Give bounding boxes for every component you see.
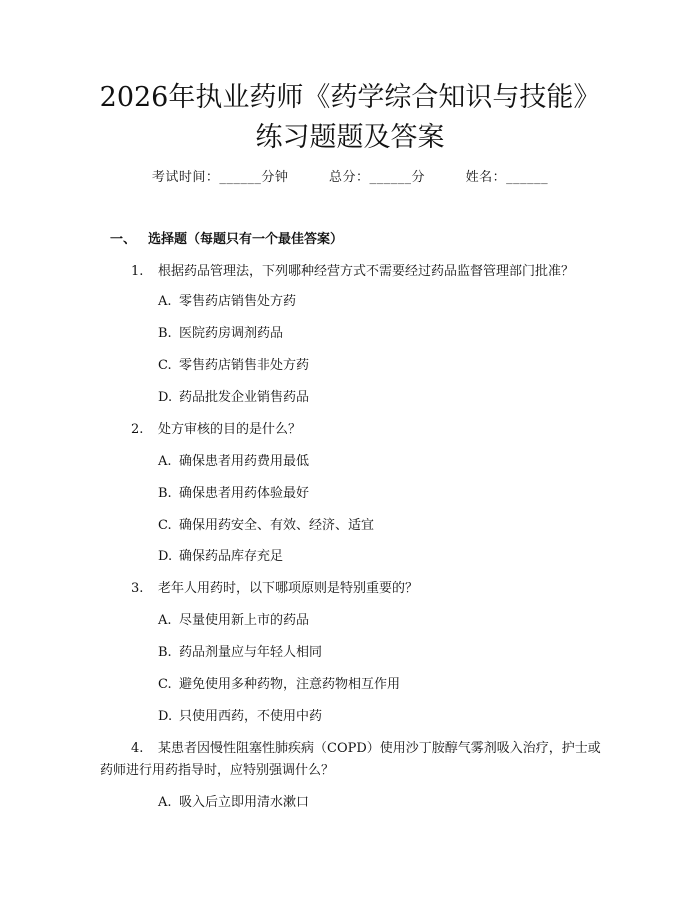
option-text: 确保患者用药体验最好 <box>179 486 310 501</box>
question-2-option-d <box>158 547 283 567</box>
option-text: 确保患者用药费用最低 <box>179 454 310 469</box>
question-3-option-d <box>158 707 322 727</box>
question-text: 处方审核的目的是什么？ <box>158 422 302 437</box>
option-text: 药品批发企业销售药品 <box>179 390 310 405</box>
option-text: 尽量使用新上市的药品 <box>179 613 310 628</box>
section-number: 一、 <box>110 232 137 247</box>
question-3 <box>131 579 418 599</box>
question-1-option-d <box>158 388 309 408</box>
section-title: 选择题（每题只有一个最佳答案） <box>148 232 344 247</box>
question-4 <box>100 738 605 782</box>
option-letter: A. <box>158 294 172 309</box>
option-letter: A. <box>158 795 172 810</box>
question-2 <box>131 420 301 440</box>
name-field: 姓名：______ <box>465 170 549 185</box>
option-text: 确保用药安全、有效、经济、适宜 <box>179 518 375 533</box>
option-text: 医院药房调剂药品 <box>179 326 284 341</box>
option-letter: D. <box>158 549 173 564</box>
question-3-option-b <box>158 643 322 663</box>
question-2-option-c <box>158 516 374 536</box>
option-text: 零售药店销售非处方药 <box>179 358 310 373</box>
option-text: 只使用西药，不使用中药 <box>179 709 323 724</box>
option-letter: D. <box>158 709 173 724</box>
question-3-option-a <box>158 611 309 631</box>
question-1 <box>131 262 574 282</box>
question-2-option-b <box>158 484 309 504</box>
option-text: 避免使用多种药物，注意药物相互作用 <box>179 677 401 692</box>
question-number: 2. <box>131 422 144 437</box>
option-letter: B. <box>158 326 172 341</box>
option-text: 确保药品库存充足 <box>179 549 284 564</box>
section-heading <box>110 230 343 250</box>
option-letter: C. <box>158 518 172 533</box>
exam-info-line <box>0 168 700 188</box>
question-text: 某患者因慢性阻塞性肺疾病（COPD）使用沙丁胺醇气雾剂吸入治疗，护士或药师进行用药指导时，应特别强调什么？ <box>100 741 601 778</box>
question-text: 根据药品管理法，下列哪种经营方式不需要经过药品监督管理部门批准？ <box>158 264 575 279</box>
option-text: 药品剂量应与年轻人相同 <box>179 645 323 660</box>
option-letter: D. <box>158 390 173 405</box>
option-letter: B. <box>158 645 172 660</box>
total-score-field: 总分：______分 <box>328 170 425 185</box>
option-letter: C. <box>158 358 172 373</box>
question-4-option-a <box>158 793 309 813</box>
question-text: 老年人用药时，以下哪项原则是特别重要的？ <box>158 581 419 596</box>
option-letter: A. <box>158 613 172 628</box>
option-text: 零售药店销售处方药 <box>179 294 297 309</box>
question-number: 4. <box>131 741 144 756</box>
option-letter: C. <box>158 677 172 692</box>
option-letter: A. <box>158 454 172 469</box>
question-1-option-b <box>158 324 283 344</box>
question-number: 3. <box>131 581 144 596</box>
question-3-option-c <box>158 675 400 695</box>
exam-time-field: 考试时间：______分钟 <box>151 170 289 185</box>
question-number: 1. <box>131 264 144 279</box>
option-text: 吸入后立即用清水漱口 <box>179 795 310 810</box>
document-title: 2026年执业药师《药学综合知识与技能》练习题题及答案 <box>99 82 601 153</box>
option-letter: B. <box>158 486 172 501</box>
question-1-option-a <box>158 292 296 312</box>
question-2-option-a <box>158 452 309 472</box>
question-1-option-c <box>158 356 309 376</box>
